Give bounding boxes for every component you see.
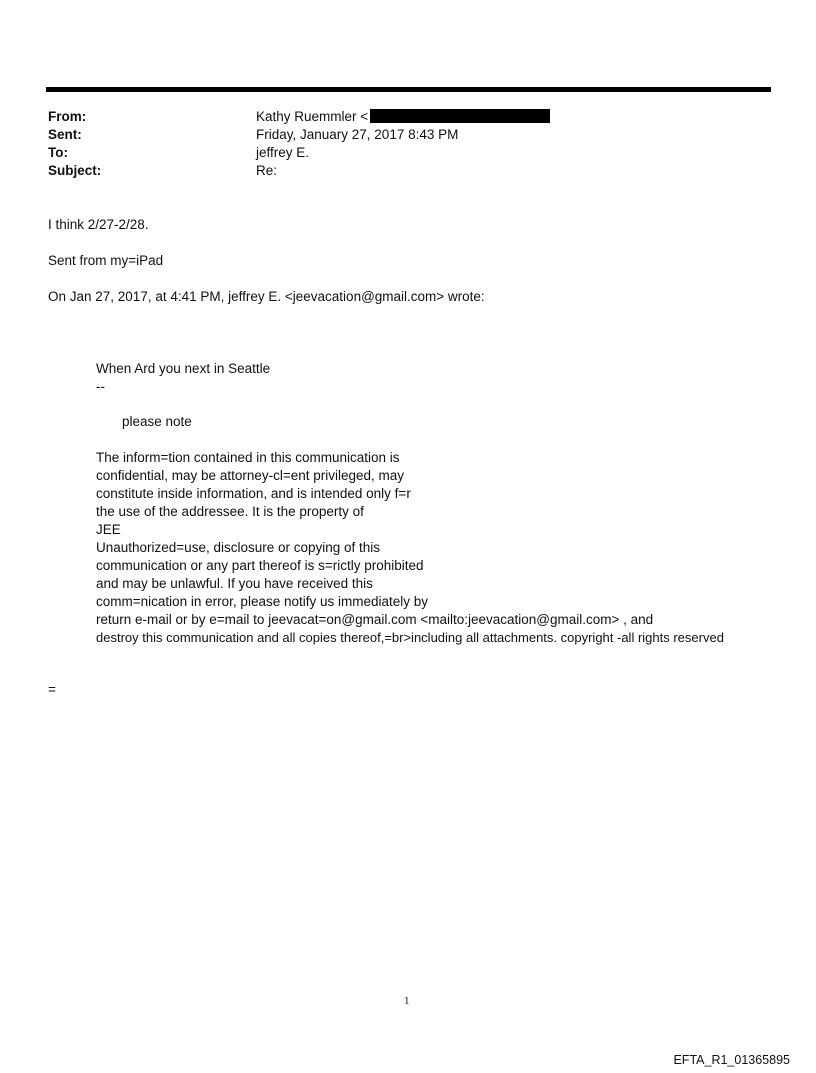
- from-name: Kathy Ruemmler <: [256, 109, 369, 124]
- disclaimer-line: destroy this communication and all copies thereof,=br>including all attachments. copyright -all rights reserved: [96, 630, 724, 645]
- from-value: [256, 108, 550, 126]
- to-value: jeffrey E.: [256, 145, 310, 160]
- disclaimer-line: confidential, may be attorney-cl=ent privileged, may: [96, 468, 405, 483]
- please-note: please note: [122, 414, 192, 429]
- disclaimer-line: constitute inside information, and is intended only f=r: [96, 486, 411, 501]
- reply-text: I think 2/27-2/28.: [48, 217, 149, 232]
- disclaimer-line: Unauthorized=use, disclosure or copying of this: [96, 540, 381, 555]
- bates-number: EFTA_R1_01365895: [673, 1053, 790, 1067]
- separator: --: [96, 379, 105, 394]
- disclaimer-line: The inform=tion contained in this communication is: [96, 450, 400, 465]
- page-number: 1: [404, 995, 410, 1007]
- subject-value: Re:: [256, 163, 278, 178]
- subject-label: Subject:: [48, 163, 102, 178]
- disclaimer-line: JEE: [96, 522, 121, 537]
- trailing-char: =: [48, 682, 56, 697]
- sent-label: Sent:: [48, 127, 82, 142]
- disclaimer-line: communication or any part thereof is s=rictly prohibited: [96, 558, 424, 573]
- disclaimer-line: the use of the addressee. It is the property of: [96, 504, 364, 519]
- quoted-question: When Ard you next in Seattle: [96, 361, 271, 376]
- from-label: From:: [48, 109, 87, 124]
- header-rule: [46, 87, 771, 92]
- redaction-block: [370, 109, 550, 123]
- disclaimer-line: return e-mail or by e=mail to jeevacat=on@gmail.com <mailto:jeevacation@gmail.com> , and: [96, 612, 654, 627]
- to-label: To:: [48, 145, 68, 160]
- signature-text: Sent from my=iPad: [48, 253, 164, 268]
- disclaimer-line: and may be unlawful. If you have received this: [96, 576, 373, 591]
- disclaimer-line: comm=nication in error, please notify us immediately by: [96, 594, 429, 609]
- quote-intro: On Jan 27, 2017, at 4:41 PM, jeffrey E. <jeevacation@gmail.com> wrote:: [48, 289, 485, 304]
- sent-value: Friday, January 27, 2017 8:43 PM: [256, 127, 459, 142]
